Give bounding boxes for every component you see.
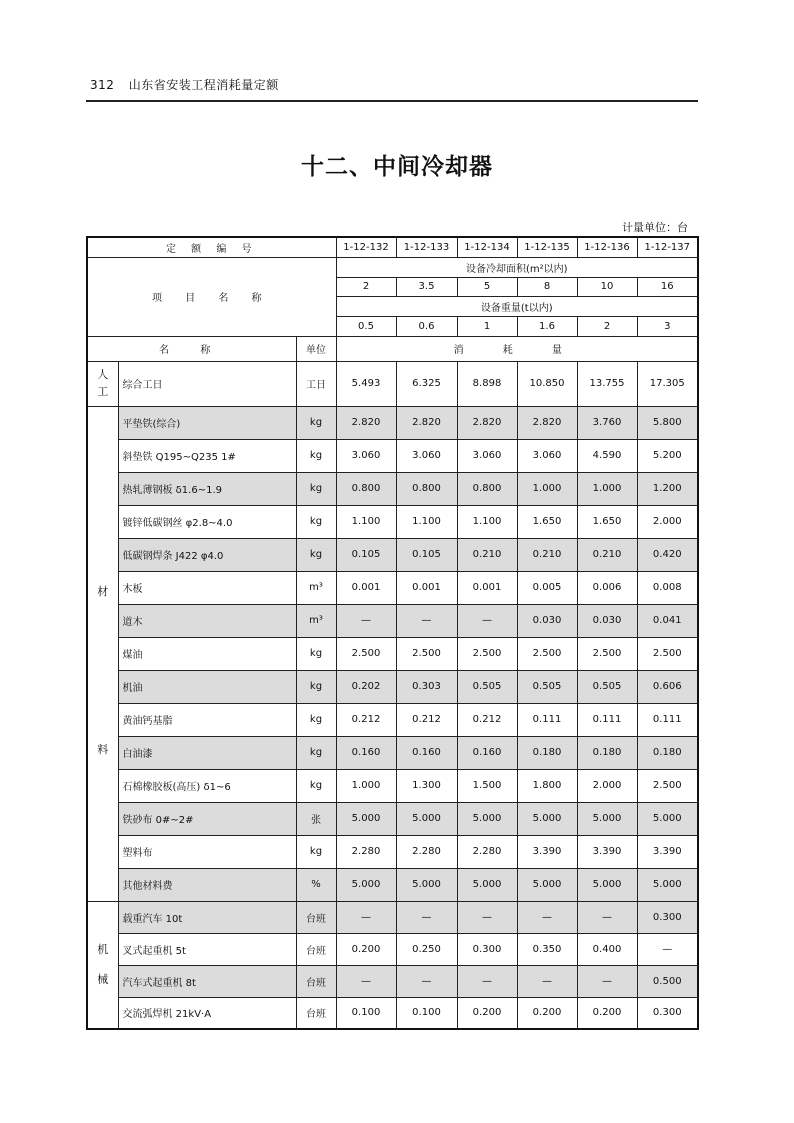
item-value: 0.105	[336, 538, 396, 571]
item-value: 1.000	[577, 472, 637, 505]
book-title: 山东省安装工程消耗量定额	[128, 78, 279, 92]
item-name: 木板	[118, 571, 296, 604]
item-value: 2.000	[577, 769, 637, 802]
item-name: 机油	[118, 670, 296, 703]
item-value: —	[457, 965, 517, 997]
area-value: 16	[637, 277, 698, 296]
item-value: 0.030	[517, 604, 577, 637]
item-unit: kg	[296, 505, 336, 538]
item-name: 塑料布	[118, 835, 296, 868]
item-unit: kg	[296, 769, 336, 802]
item-value: 0.303	[396, 670, 457, 703]
item-unit: %	[296, 868, 336, 901]
item-value: 5.000	[637, 868, 698, 901]
table-row	[87, 472, 698, 505]
header-rule	[86, 100, 698, 102]
item-value: 0.180	[577, 736, 637, 769]
item-value: 1.200	[637, 472, 698, 505]
category-materials	[87, 406, 118, 901]
item-value: 0.200	[517, 997, 577, 1029]
item-value: —	[637, 933, 698, 965]
item-value: 2.500	[457, 637, 517, 670]
consumption-label: 消 耗 量	[336, 336, 698, 361]
item-value: 6.325	[396, 361, 457, 406]
item-name: 叉式起重机 5t	[118, 933, 296, 965]
item-value: 1.100	[457, 505, 517, 538]
item-value: 2.820	[336, 406, 396, 439]
item-name: 铁砂布 0#~2#	[118, 802, 296, 835]
item-value: 3.390	[577, 835, 637, 868]
item-value: 10.850	[517, 361, 577, 406]
item-value: 2.820	[517, 406, 577, 439]
item-value: 1.800	[517, 769, 577, 802]
quota-code: 1-12-134	[457, 237, 517, 257]
item-value: 1.650	[577, 505, 637, 538]
item-value: 5.000	[637, 802, 698, 835]
item-unit: 台班	[296, 965, 336, 997]
item-unit: kg	[296, 472, 336, 505]
item-name: 镀锌低碳钢丝 φ2.8~4.0	[118, 505, 296, 538]
item-value: 0.041	[637, 604, 698, 637]
item-value: —	[577, 901, 637, 933]
item-value: 3.060	[396, 439, 457, 472]
item-value: 0.505	[577, 670, 637, 703]
item-value: 0.400	[577, 933, 637, 965]
item-value: —	[457, 901, 517, 933]
item-value: 0.420	[637, 538, 698, 571]
item-value: —	[396, 965, 457, 997]
category-labor: 人工	[87, 361, 118, 406]
item-unit: kg	[296, 406, 336, 439]
item-unit: kg	[296, 637, 336, 670]
item-unit: kg	[296, 703, 336, 736]
item-value: 0.160	[457, 736, 517, 769]
consumption-table	[86, 236, 699, 1030]
item-name: 道木	[118, 604, 296, 637]
table-row	[87, 736, 698, 769]
item-value: 0.200	[457, 997, 517, 1029]
item-value: 0.800	[396, 472, 457, 505]
item-value: 5.000	[336, 868, 396, 901]
category-char: 机	[97, 942, 109, 956]
quota-code: 1-12-136	[577, 237, 637, 257]
quota-code-row	[87, 237, 698, 257]
item-value: 5.493	[336, 361, 396, 406]
page-title: 十二、中间冷却器	[301, 154, 493, 180]
item-value: 3.390	[517, 835, 577, 868]
item-value: 2.500	[637, 637, 698, 670]
weight-value: 1.6	[517, 316, 577, 336]
item-value: 2.820	[396, 406, 457, 439]
item-value: 5.000	[517, 802, 577, 835]
column-header-row	[87, 336, 698, 361]
item-value: 0.111	[637, 703, 698, 736]
area-value: 10	[577, 277, 637, 296]
item-label: 项 目 名 称	[87, 257, 336, 336]
item-value: 5.000	[577, 802, 637, 835]
name-label: 名 称	[87, 336, 296, 361]
item-value: 5.000	[457, 868, 517, 901]
quota-code: 1-12-133	[396, 237, 457, 257]
item-value: 0.505	[457, 670, 517, 703]
quota-code: 1-12-132	[336, 237, 396, 257]
item-value: 5.000	[517, 868, 577, 901]
table-row	[87, 604, 698, 637]
area-value: 3.5	[396, 277, 457, 296]
item-value: 1.650	[517, 505, 577, 538]
area-value: 8	[517, 277, 577, 296]
item-name: 斜垫铁 Q195~Q235 1#	[118, 439, 296, 472]
item-value: —	[517, 901, 577, 933]
item-value: 0.250	[396, 933, 457, 965]
item-value: 5.000	[457, 802, 517, 835]
item-unit: 台班	[296, 933, 336, 965]
item-value: 1.000	[336, 769, 396, 802]
quota-code: 1-12-135	[517, 237, 577, 257]
item-value: 0.160	[336, 736, 396, 769]
item-unit: 台班	[296, 997, 336, 1029]
weight-value: 3	[637, 316, 698, 336]
item-unit: kg	[296, 670, 336, 703]
table-row	[87, 802, 698, 835]
table-row	[87, 406, 698, 439]
item-value: 0.008	[637, 571, 698, 604]
item-value: 3.390	[637, 835, 698, 868]
item-name: 其他材料费	[118, 868, 296, 901]
area-label: 设备冷却面积(m²以内)	[336, 257, 698, 277]
table-row	[87, 439, 698, 472]
item-value: 0.800	[336, 472, 396, 505]
item-name: 综合工日	[118, 361, 296, 406]
item-value: 0.300	[637, 997, 698, 1029]
item-value: 0.111	[577, 703, 637, 736]
item-unit: kg	[296, 439, 336, 472]
table-row	[87, 703, 698, 736]
item-unit: kg	[296, 835, 336, 868]
item-value: —	[396, 901, 457, 933]
item-value: 2.280	[457, 835, 517, 868]
unit-label: 单位	[296, 336, 336, 361]
item-value: 2.280	[396, 835, 457, 868]
item-value: 5.000	[396, 868, 457, 901]
item-value: —	[517, 965, 577, 997]
item-value: 3.060	[517, 439, 577, 472]
item-name: 热轧薄钢板 δ1.6~1.9	[118, 472, 296, 505]
item-value: 4.590	[577, 439, 637, 472]
table-row	[87, 933, 698, 965]
weight-value: 1	[457, 316, 517, 336]
item-value: 0.100	[336, 997, 396, 1029]
item-value: 2.500	[577, 637, 637, 670]
item-name: 平垫铁(综合)	[118, 406, 296, 439]
item-value: 0.001	[457, 571, 517, 604]
item-value: 0.212	[457, 703, 517, 736]
item-value: 5.000	[396, 802, 457, 835]
item-value: 2.500	[517, 637, 577, 670]
item-value: 0.500	[637, 965, 698, 997]
item-value: 0.005	[517, 571, 577, 604]
table-row	[87, 571, 698, 604]
item-value: 0.160	[396, 736, 457, 769]
item-value: 1.100	[396, 505, 457, 538]
page-number: 312	[90, 78, 115, 92]
area-label-row	[87, 257, 698, 277]
table-row	[87, 769, 698, 802]
category-char: 料	[97, 743, 109, 757]
weight-value: 0.5	[336, 316, 396, 336]
running-header	[90, 76, 279, 93]
item-name: 石棉橡胶板(高压) δ1~6	[118, 769, 296, 802]
item-value: 5.000	[577, 868, 637, 901]
table-row	[87, 538, 698, 571]
item-value: —	[396, 604, 457, 637]
item-value: 8.898	[457, 361, 517, 406]
area-value: 5	[457, 277, 517, 296]
weight-value: 2	[577, 316, 637, 336]
table-row	[87, 361, 698, 406]
unit-note: 计量单位：台	[622, 221, 688, 234]
table-row	[87, 637, 698, 670]
item-value: 0.030	[577, 604, 637, 637]
quota-label: 定 额 编 号	[87, 237, 336, 257]
item-value: 0.300	[457, 933, 517, 965]
item-value: 0.100	[396, 997, 457, 1029]
item-value: 0.202	[336, 670, 396, 703]
category-char: 械	[97, 973, 109, 987]
item-value: 2.000	[637, 505, 698, 538]
table-row	[87, 901, 698, 933]
item-value: 0.105	[396, 538, 457, 571]
table-row	[87, 868, 698, 901]
item-unit: m³	[296, 604, 336, 637]
item-value: 1.000	[517, 472, 577, 505]
item-value: 1.500	[457, 769, 517, 802]
item-value: 0.180	[517, 736, 577, 769]
item-value: —	[336, 901, 396, 933]
item-value: 0.210	[457, 538, 517, 571]
item-value: 0.180	[637, 736, 698, 769]
item-name: 白油漆	[118, 736, 296, 769]
table-row	[87, 670, 698, 703]
item-value: 0.300	[637, 901, 698, 933]
item-name: 交流弧焊机 21kV·A	[118, 997, 296, 1029]
item-unit: 工日	[296, 361, 336, 406]
item-value: 0.001	[396, 571, 457, 604]
item-value: 0.210	[577, 538, 637, 571]
item-value: 3.060	[457, 439, 517, 472]
item-value: —	[457, 604, 517, 637]
item-value: 0.350	[517, 933, 577, 965]
item-value: 0.111	[517, 703, 577, 736]
item-value: 3.760	[577, 406, 637, 439]
item-value: 0.212	[396, 703, 457, 736]
item-value: 0.200	[336, 933, 396, 965]
item-value: 1.300	[396, 769, 457, 802]
area-value: 2	[336, 277, 396, 296]
item-value: 0.200	[577, 997, 637, 1029]
category-char: 材	[97, 585, 109, 599]
item-value: 2.500	[637, 769, 698, 802]
table-row	[87, 505, 698, 538]
quota-code: 1-12-137	[637, 237, 698, 257]
item-unit: 张	[296, 802, 336, 835]
item-value: 0.210	[517, 538, 577, 571]
item-value: 13.755	[577, 361, 637, 406]
category-machinery	[87, 901, 118, 1029]
item-value: 17.305	[637, 361, 698, 406]
item-value: 5.200	[637, 439, 698, 472]
item-name: 低碳钢焊条 J422 φ4.0	[118, 538, 296, 571]
item-unit: m³	[296, 571, 336, 604]
item-value: 0.505	[517, 670, 577, 703]
weight-label: 设备重量(t以内)	[336, 296, 698, 316]
item-value: —	[577, 965, 637, 997]
item-unit: kg	[296, 736, 336, 769]
item-value: 0.006	[577, 571, 637, 604]
table-row	[87, 997, 698, 1029]
table-row	[87, 835, 698, 868]
item-name: 载重汽车 10t	[118, 901, 296, 933]
item-name: 黄油钙基脂	[118, 703, 296, 736]
item-value: 2.820	[457, 406, 517, 439]
item-value: 2.500	[396, 637, 457, 670]
item-value: 3.060	[336, 439, 396, 472]
item-unit: 台班	[296, 901, 336, 933]
item-value: 2.280	[336, 835, 396, 868]
item-value: 5.800	[637, 406, 698, 439]
item-value: —	[336, 965, 396, 997]
item-value: 2.500	[336, 637, 396, 670]
item-value: —	[336, 604, 396, 637]
item-value: 0.800	[457, 472, 517, 505]
item-name: 汽车式起重机 8t	[118, 965, 296, 997]
item-value: 1.100	[336, 505, 396, 538]
item-unit: kg	[296, 538, 336, 571]
item-value: 0.212	[336, 703, 396, 736]
table-row	[87, 965, 698, 997]
item-name: 煤油	[118, 637, 296, 670]
item-value: 0.606	[637, 670, 698, 703]
item-value: 5.000	[336, 802, 396, 835]
weight-value: 0.6	[396, 316, 457, 336]
item-value: 0.001	[336, 571, 396, 604]
